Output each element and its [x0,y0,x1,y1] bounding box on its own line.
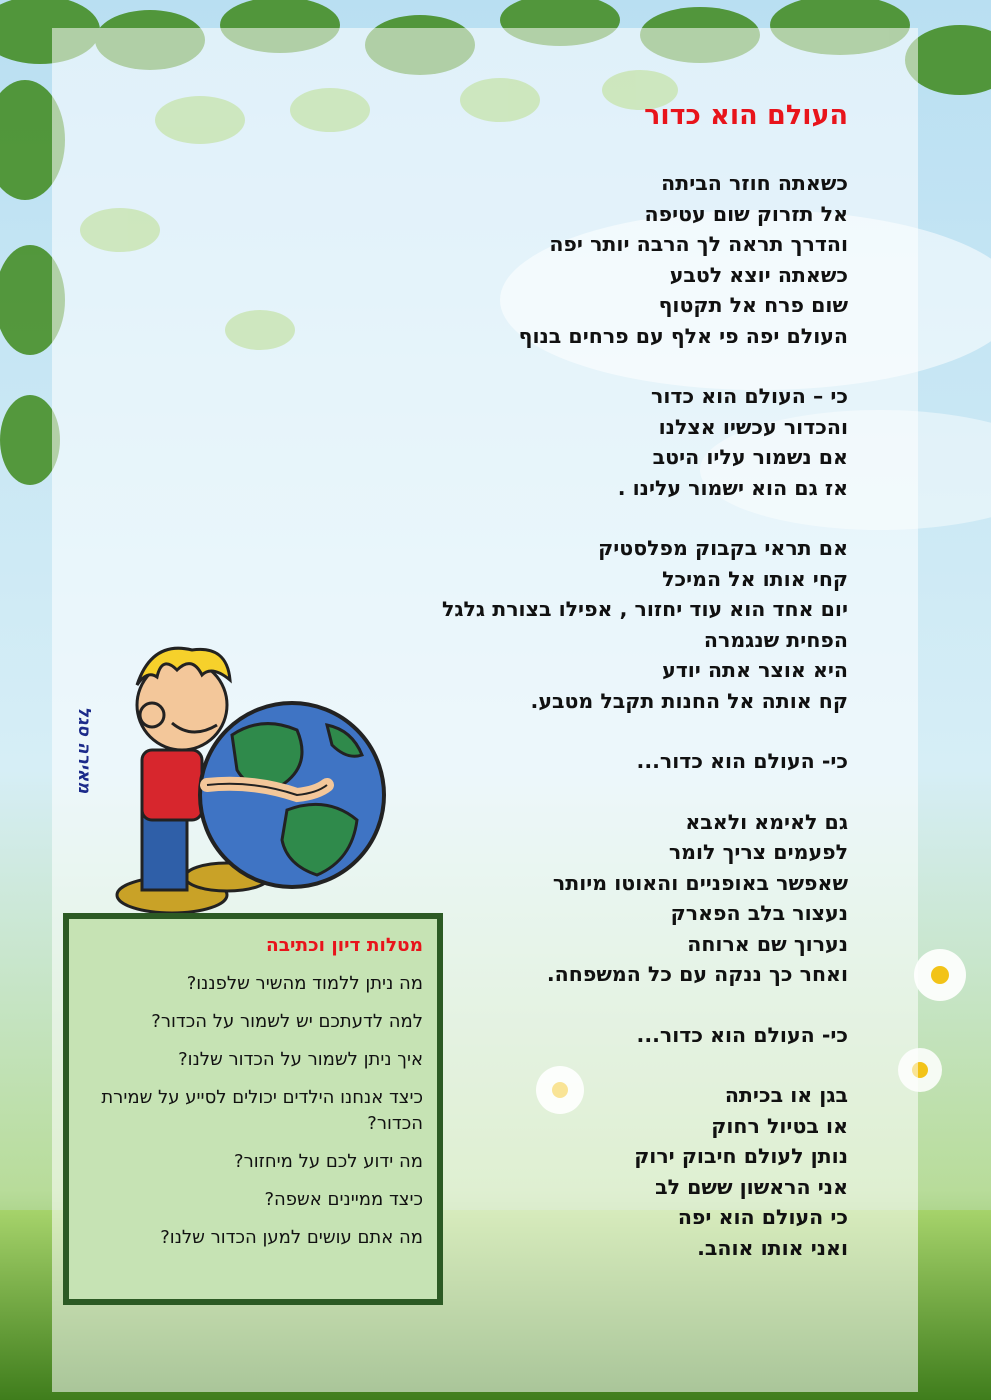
poem-line: לפעמים צריך לומר [668,840,848,864]
question-item: איך ניתן לשמור על הכדור שלנו? [178,1049,423,1070]
poem-line: ואני אותו אוהב. [697,1235,848,1260]
poem-line: אז גם הוא ישמור עלינו . [617,475,848,500]
question-item: למה לדעתכם יש לשמור על הכדור? [151,1011,423,1032]
poem-line: כי – העולם הוא כדור [651,384,848,408]
poem-line: כשאתה יוצא לטבע [669,262,848,287]
stanza-1 [228,168,848,351]
signature-text: מאירה סגל [74,706,94,794]
poem-line: יום אחד הוא עוד יחזור , אפילו בצורת גלגל [441,597,848,621]
poem-line: נערוך שם ארוחה [687,931,848,956]
poem-title: העולם הוא כדור [644,100,848,131]
poem-line: ואחר כך ננקה עם כל המשפחה. [546,962,848,986]
poem-line: כשאתה חוזר הביתה [661,171,848,195]
poem-line: קח אותה אל החנות תקבל מטבע. [530,688,848,713]
poem-line: אני הראשון ששם לב [655,1174,848,1199]
poem-line: והדרך תראה לך הרבה יותר יפה [549,232,848,256]
question-item: מה ניתן ללמוד מהשיר שלפננו? [186,973,423,994]
poem-line: אם תראי בקבוק מפלסטיק [598,536,848,560]
poem-line: כי- העולם הוא כדור... [636,749,848,773]
question-item: כיצד אנחנו הילדים יכולים לסייע על שמירת הכדור? [101,1087,423,1134]
poem-line: שום פרח אל תקטוף [658,293,848,317]
poem-line: שאפשר באופניים והאוטו מיותר [552,870,848,895]
poem-line: כי- העולם הוא כדור... [636,1022,848,1047]
poem-line: קחי אותו אל המיכל [662,566,848,591]
poem-line: נעצור בלב הפארק [670,901,848,925]
question-item: מה אתם עושים למען הכדור שלנו? [160,1227,423,1248]
discussion-tasks-box [63,913,443,1305]
box-title: מטלות דיון וכתיבה [266,935,423,956]
question-item: מה ידוע לכם על מיחזור? [234,1151,423,1172]
artist-signature [60,665,108,835]
poem-line: כי העולם הוא יפה [677,1205,848,1229]
stanza-2 [228,381,848,503]
poem-line: אם נשמור עליו היטב [652,445,848,469]
poem-line: או בטיול רחוק [711,1113,848,1138]
poem-line: הפחית שנגמרה [703,627,848,652]
poem-line: העולם יפה פי אלף עם פרחים בנוף [518,323,848,348]
poem-line: גם לאימא ולאבא [685,809,848,834]
poem-line: והכדור עכשיו אצלנו [658,414,848,439]
poem-line: בגן או בכיתה [724,1083,848,1107]
poem-line: נותן לעולם חיבוק ירוק [634,1144,848,1168]
poem-line: היא אוצר אתה יודע [662,658,848,682]
question-item: כיצד ממיינים אשפה? [264,1189,423,1210]
boy-hugging-globe-icon [112,645,392,915]
poem-line: אל תזרוק שום עטיפה [644,201,848,226]
